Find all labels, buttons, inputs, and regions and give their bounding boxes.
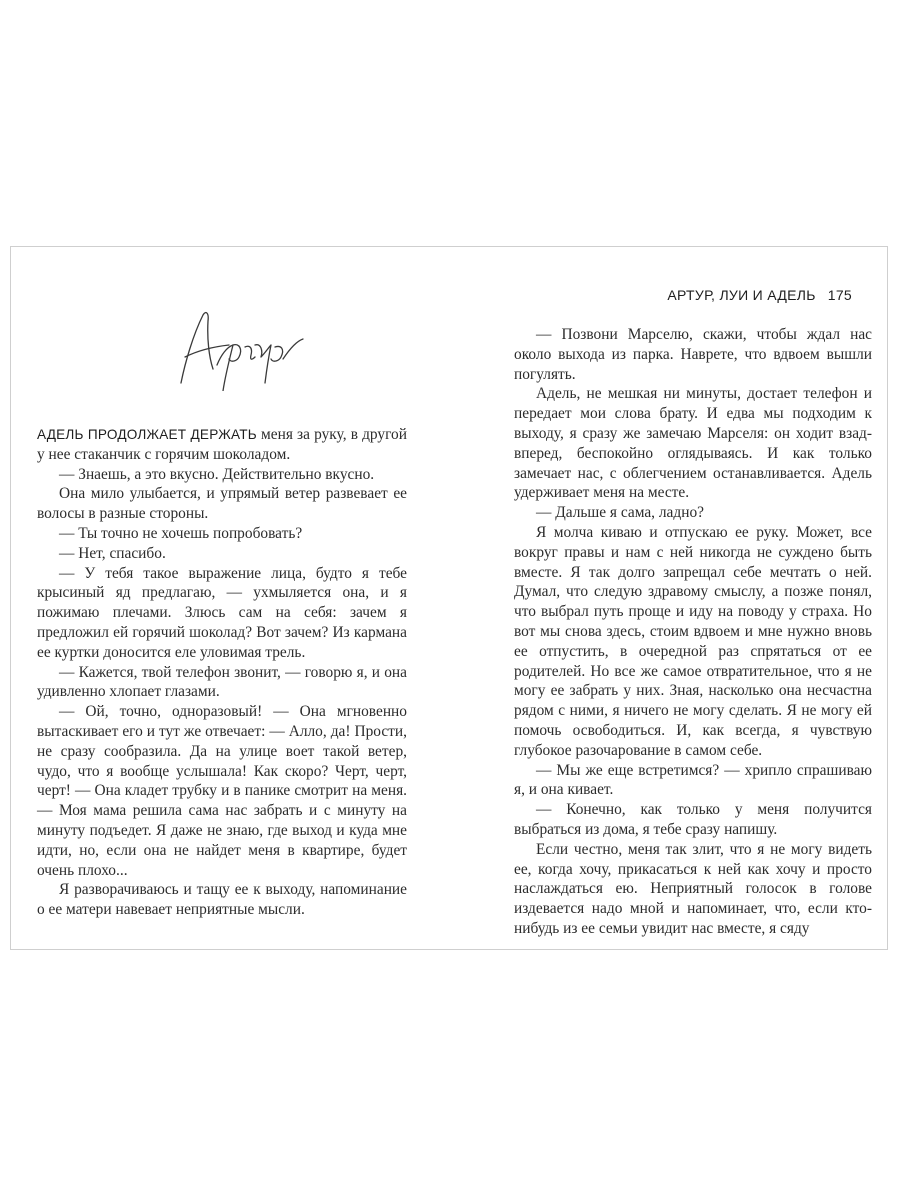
opening-rest: меня за руку, в другой у нее стаканчик с горячим шоколадом.	[37, 426, 407, 463]
paragraph: Адель, не мешкая ни минуты, достает телефон и передает мои слова брату. И едва мы подходим к выходу, я сразу же замечаю Марселя: он ходит взад-вперед, беспокойно оглядываясь. И как только замечает нас, с облегчением останавливается. Адель удерживает меня на месте.	[514, 385, 872, 502]
paragraph: — Нет, спасибо.	[59, 544, 166, 562]
paragraph: — Кажется, твой телефон звонит, — говорю я, и она удивленно хлопает глазами.	[37, 663, 407, 701]
paragraph: — Дальше я сама, ладно?	[536, 504, 704, 522]
paragraph: — Знаешь, а это вкусно. Действительно вкусно.	[59, 465, 375, 483]
paragraph: — Ты точно не хочешь попробовать?	[59, 524, 303, 542]
lead-caps: АДЕЛЬ ПРОДОЛЖАЕТ ДЕРЖАТЬ	[37, 427, 257, 442]
left-page-text	[37, 425, 407, 920]
paragraph: Я молча киваю и отпускаю ее руку. Может, все вокруг правы и нам с ней никогда не суждено быть вместе. Я так долго запрещал себе мечтать о ней. Думал, что следую здравому смыслу, а позже понял, что выбрал путь проще и иду на поводу у страха. Но вот мы снова здесь, стоим вдвоем и мне нужно вновь ее отпустить, в очередной раз спрятаться от ее родителей. Но все же самое отвратительное, что я не могу ее забрать у них. Зная, насколько она несчастна рядом с ними, я ничего не могу сделать. Я не могу ей помочь освободиться. И, как всегда, я чувствую глубокое разочарование в самом себе.	[514, 523, 872, 759]
left-page	[11, 247, 450, 949]
running-head	[667, 287, 852, 303]
handwritten-chapter-title	[171, 301, 321, 391]
paragraph: — У тебя такое выражение лица, будто я тебе крысиный яд предлагаю, — ухмыляется она, и я пожимаю плечами. Злюсь сам на себя: зачем я предложил ей горячий шоколад? Вот зачем? Из кармана ее куртки доносится еле уловимая трель.	[37, 564, 407, 661]
book-spread	[10, 246, 888, 950]
page-number: 175	[827, 287, 852, 303]
chapter-title-text	[171, 391, 172, 392]
right-page	[450, 247, 889, 949]
paragraph: — Позвони Марселю, скажи, чтобы ждал нас около выхода из парка. Наврете, что вдвоем вышли погулять.	[514, 326, 872, 383]
paragraph: Если честно, меня так злит, что я не могу видеть ее, когда хочу, прикасаться к ней как хочу и просто наслаждаться ею. Неприятный голосок в голове издевается надо мной и напоминает, что, если кто-нибудь из ее семьи увидит нас вместе, я сяду	[514, 840, 872, 937]
running-title: АРТУР, ЛУИ И АДЕЛЬ	[667, 287, 816, 303]
right-page-text	[514, 325, 872, 939]
paragraph: — Ой, точно, одноразовый! — Она мгновенно вытаскивает его и тут же отвечает: — Алло, да! Прости, не сразу сообразила. Да на улице воет такой ветер, чудо, что я вообще услышала! Как скоро? Черт, черт, черт! — Она кладет трубку и в панике смотрит на меня. — Моя мама решила сама нас забрать и с минуту на минуту подъедет. Я даже не знаю, где выход и куда мне идти, но, если она не найдет меня в квартире, будет очень плохо...	[37, 703, 407, 879]
paragraph: Я разворачиваюсь и тащу ее к выходу, напоминание о ее матери навевает неприятные мысли.	[37, 881, 407, 919]
paragraph: Она мило улыбается, и упрямый ветер развевает ее волосы в разные стороны.	[37, 485, 407, 523]
chapter-title	[171, 301, 321, 391]
paragraph: — Мы же еще встретимся? — хрипло спрашиваю я, и она кивает.	[514, 761, 872, 799]
opening-paragraph	[37, 425, 407, 465]
paragraph: — Конечно, как только у меня получится выбраться из дома, я тебе сразу напишу.	[514, 801, 872, 838]
